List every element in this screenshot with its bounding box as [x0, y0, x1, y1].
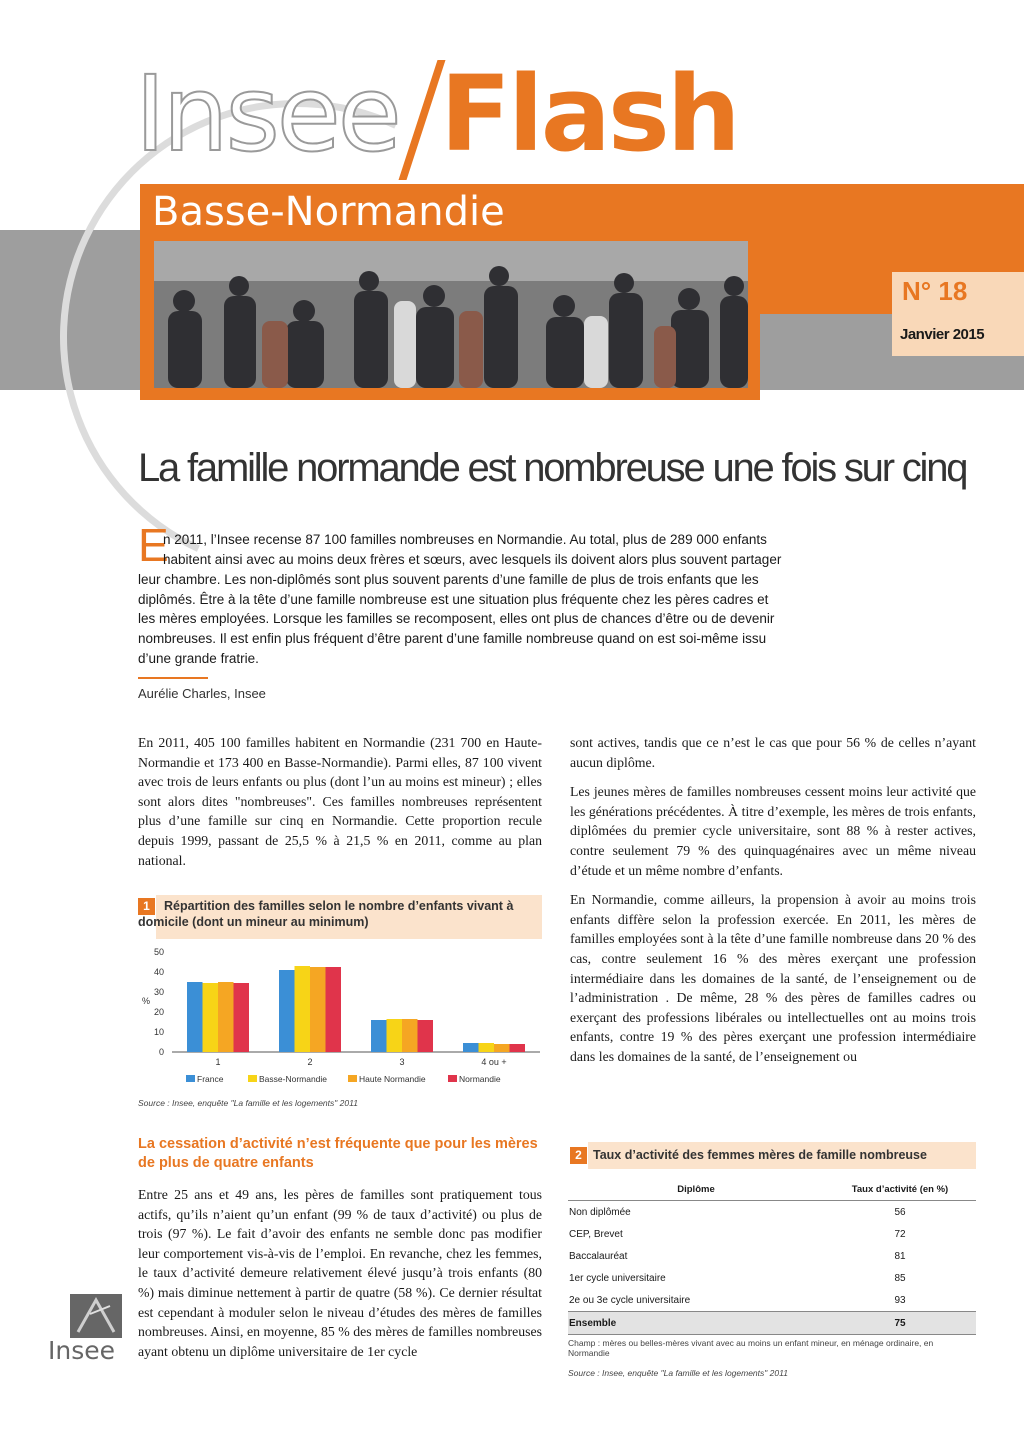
paragraph: En Normandie, comme ailleurs, la propension à avoir au moins trois enfants diffère selon la profession exercée. En 2011, les mères de familles employées sont à la tête d’une famille nombreuse dans 20 % des cas, contre seulement 16 % des mères exerçant une profession intermédiaire dans les domaines de la santé, de l’enseignement ou de l’administration . De même, 28 % des pères de familles cadres ou exerçant des professions libérales ou intellectuelles ont au moins trois enfants, contre 19 % des pères exerçant une profession intermédiaire dans les domaines de la santé, de l’enseignement ou [570, 892, 976, 1064]
bar-chart [130, 940, 542, 1095]
bar [494, 1044, 510, 1052]
y-axis-label: % [142, 996, 151, 1006]
x-tick-label: 2 [307, 1057, 313, 1067]
abstract-line: habitent ainsi avec au moins deux frères et sœurs, avec lesquels ils doivent alors plus souvent partager [163, 552, 782, 567]
table-row [568, 1201, 976, 1224]
left-column-top [138, 733, 542, 870]
y-tick-label: 50 [153, 947, 164, 957]
legend-label: Basse-Normandie [259, 1074, 328, 1084]
legend-swatch [248, 1075, 257, 1082]
bar [295, 966, 311, 1052]
table-scope-note: Champ : mères ou belles-mères vivant avec au moins un enfant mineur, en ménage ordinaire, en Normandie [568, 1338, 934, 1358]
crowd-photo [154, 241, 748, 388]
activity-rate-table [568, 1178, 976, 1335]
abstract-line: nombreuses. Il est enfin plus fréquent d’être parent d’une famille nombreuse quand on est soi-même issu [138, 631, 767, 646]
bar [187, 982, 203, 1052]
paragraph: Les jeunes mères de familles nombreuses cessent moins leur activité que les générations précédentes. À titre d’exemple, les mères de trois enfants, diplômées du premier cycle universitaire, sont 88 % à rester actives, contre seulement 79 % des quinquagénaires avec un même niveau d’étude et un même nombre d’enfants. [570, 784, 976, 878]
table-number: 2 [570, 1147, 587, 1164]
bar [310, 967, 326, 1052]
rate-cell: 81 [894, 1250, 906, 1262]
insee-logo-mark [70, 1294, 122, 1338]
abstract-line: d’une grande fratrie. [138, 651, 259, 666]
brand-flash: Flash [440, 53, 738, 175]
rate-cell: 85 [894, 1272, 906, 1284]
y-tick-label: 40 [153, 967, 164, 977]
bar [279, 970, 295, 1052]
table-total-row [568, 1312, 976, 1335]
bar [203, 983, 219, 1052]
table-row [568, 1223, 976, 1245]
section-title: La cessation d’activité n’est fréquente que pour les mères de plus de quatre enfants [138, 1136, 538, 1171]
abstract-rule [138, 677, 208, 679]
legend-label: Haute Normandie [359, 1074, 426, 1084]
legend-swatch [186, 1075, 195, 1082]
legend-label: Normandie [459, 1074, 501, 1084]
bar [218, 982, 234, 1052]
diploma-cell: Non diplômée [569, 1206, 631, 1218]
legend-label: France [197, 1074, 224, 1084]
y-tick-label: 10 [153, 1027, 164, 1037]
rate-cell: 93 [894, 1294, 906, 1306]
total-label-cell: Ensemble [568, 1312, 824, 1335]
bar [371, 1020, 387, 1052]
headline: La famille normande est nombreuse une fois sur cinq [138, 446, 967, 490]
legend-swatch [448, 1075, 457, 1082]
table-source-note: Source : Insee, enquête "La famille et les logements" 2011 [568, 1368, 788, 1378]
issue-number: N° 18 [902, 276, 968, 306]
legend-swatch [348, 1075, 357, 1082]
diploma-cell: 2e ou 3e cycle universitaire [569, 1294, 691, 1306]
rate-cell: 56 [894, 1206, 906, 1218]
table-header-row [568, 1178, 976, 1201]
insee-logo-text: Insee [48, 1336, 116, 1365]
bar [326, 967, 342, 1052]
table-title: Taux d’activité des femmes mères de famille nombreuse [593, 1148, 927, 1162]
abstract-dropcap: E [138, 519, 169, 571]
x-tick-label: 4 ou + [481, 1057, 507, 1067]
rate-cell: 72 [894, 1228, 906, 1240]
bar [479, 1043, 495, 1052]
y-tick-label: 20 [153, 1007, 164, 1017]
figure-title: Répartition des familles selon le nombre d’enfants vivant à domicile (dont un mineur au minimum) [138, 899, 514, 929]
abstract-line: n 2011, l’Insee recense 87 100 familles nombreuses en Normandie. Au total, plus de 289 000 enfants [163, 532, 767, 547]
total-value-cell: 75 [824, 1312, 976, 1335]
diploma-cell: Baccalauréat [569, 1250, 628, 1262]
author: Aurélie Charles, Insee [138, 686, 266, 701]
paragraph: Entre 25 ans et 49 ans, les pères de familles sont pratiquement tous actifs, qu’ils n’aient qu’un enfant (99 % de taux d’activité) ou plus de trois (97 %). Le fait d’avoir des enfants ne semble donc pas modifier leur comportement vis-à-vis de l’emploi. En revanche, chez les femmes, le taux d’activité demeure relativement élevé jusqu’à trois enfants (80 %) mais diminue nettement à partir de quatre (58 %). Ce dernier résultat est cependant à moduler selon le niveau d’études des mères de familles nombreuses. Ainsi, en moyenne, 85 % des mères de familles nombreuses ayant obtenu un diplôme universitaire de 1er cycle [138, 1187, 542, 1359]
figure-source: Source : Insee, enquête "La famille et les logements" 2011 [138, 1098, 358, 1108]
paragraph: En 2011, 405 100 familles habitent en Normandie (231 700 en Haute-Normandie et 173 400 en Basse-Normandie). Parmi elles, 87 100 vivent avec trois de leurs enfants ou plus (dont l’un au moins est mineur) ; elles sont alors dites "nombreuses". Ces familles nombreuses représentent plus d’une famille sur cinq en Normandie. Cette proportion recule depuis 1999, passant de 25,5 % à 21,5 % en 2011, comme au plan national. [138, 735, 542, 868]
brand-insee: Insee [135, 53, 399, 175]
table-row [568, 1267, 976, 1289]
paragraph: sont actives, tandis que ce n’est le cas que pour 56 % de celles n’ayant aucun diplôme. [570, 735, 976, 770]
diploma-cell: CEP, Brevet [569, 1228, 623, 1240]
column-header-diploma: Diplôme [568, 1178, 824, 1201]
diploma-cell: 1er cycle universitaire [569, 1272, 666, 1284]
bar [234, 983, 250, 1052]
bar [510, 1044, 526, 1052]
bar [387, 1019, 403, 1052]
right-column [570, 733, 976, 1067]
figure-number: 1 [138, 898, 155, 915]
abstract-line: leur chambre. Les non-diplômés sont plus souvent parents d’une famille de plus de trois enfants que les [138, 572, 759, 587]
x-tick-label: 1 [215, 1057, 221, 1067]
y-tick-label: 0 [158, 1047, 164, 1057]
x-tick-label: 3 [399, 1057, 405, 1067]
region-title: Basse-Normandie [152, 189, 505, 235]
bar [418, 1020, 434, 1052]
table-row [568, 1289, 976, 1312]
y-tick-label: 30 [153, 987, 164, 997]
table-row [568, 1245, 976, 1267]
bar [463, 1043, 479, 1052]
column-header-rate: Taux d’activité (en %) [824, 1178, 976, 1201]
bar [402, 1019, 418, 1052]
abstract-line: les mères employées. Lorsque les familles se recomposent, elles ont plus de chances d’être ou de devenir [138, 611, 775, 626]
issue-date: Janvier 2015 [900, 326, 985, 343]
left-column-bottom [138, 1185, 542, 1361]
abstract-line: diplômés. Être à la tête d’une famille nombreuse est une situation plus fréquente chez les pères cadres et [138, 592, 769, 607]
